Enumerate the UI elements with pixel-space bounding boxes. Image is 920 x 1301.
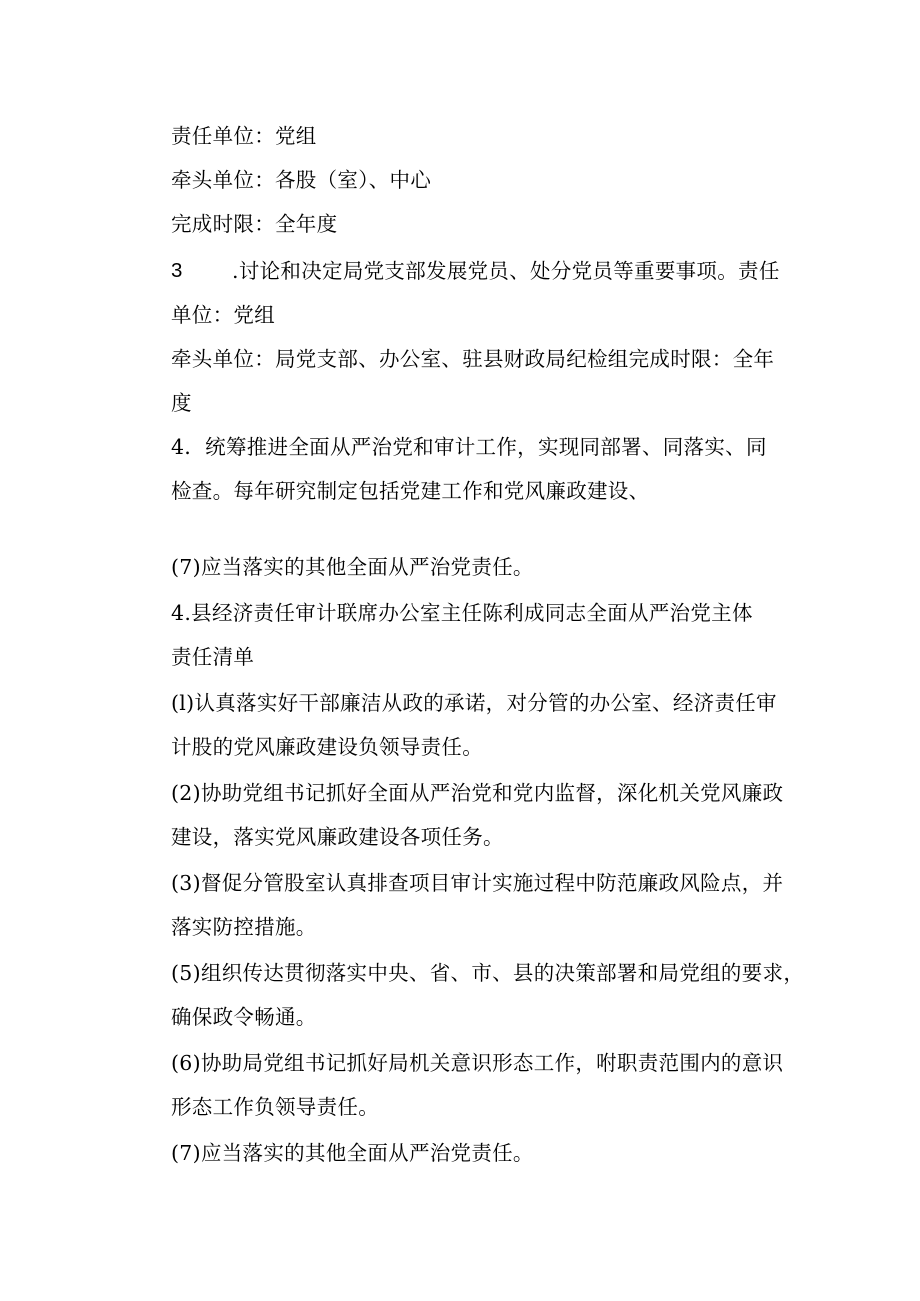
text-line: 建设，落实党风廉政建设各项任务。 <box>171 825 504 849</box>
text-line: (l)认真落实好干部廉洁从政的承诺，对分管的办公室、经济责任审 <box>171 691 777 715</box>
text-line: (7)应当落实的其他全面从严治党责任。 <box>171 555 534 579</box>
text-line: 单位：党组 <box>171 303 275 327</box>
text-line: 检查。每年研究制定包括党建工作和党风廉政建设、 <box>171 479 650 503</box>
text-line: 落实防控措施。 <box>171 915 317 939</box>
text-line: (7)应当落实的其他全面从严治党责任。 <box>171 1141 534 1165</box>
text-line: 责任单位：党组 <box>171 124 317 148</box>
text-line: (3)督促分管股室认真排查项目审计实施过程中防范廉政风险点，并 <box>171 871 784 895</box>
text-line: 牵头单位：局党支部、办公室、驻县财政局纪检组完成时限：全年 <box>171 347 775 371</box>
section-heading: 责任清单 <box>171 645 255 669</box>
text-line: 确保政令畅通。 <box>171 1005 317 1029</box>
section-heading: 4.县经济责任审计联席办公室主任陈利成同志全面从严治党主体 <box>171 601 753 625</box>
text-line: 形态工作负领导责任。 <box>171 1095 379 1119</box>
text-line: (5)组织传达贯彻落实中央、省、市、县的决策部署和局党组的要求， <box>171 961 805 985</box>
text-line: 牵头单位：各股（室）、中心 <box>171 168 432 192</box>
text-line: (2)协助党组书记抓好全面从严治党和党内监督，深化机关党风廉政 <box>171 781 784 805</box>
item-number: 3 <box>171 259 183 282</box>
text-line: 4．统筹推进全面从严治党和审计工作，实现同部署、同落实、同 <box>171 435 767 459</box>
text-line: .讨论和决定局党支部发展党员、处分党员等重要事项。责任 <box>232 259 780 283</box>
text-line: (6)协助局党组书记抓好局机关意识形态工作，咐职责范围内的意识 <box>171 1051 784 1075</box>
text-line: 度 <box>171 391 192 415</box>
text-line: 完成时限：全年度 <box>171 212 338 236</box>
text-line: 计股的党风廉政建设负领导责任。 <box>171 735 483 759</box>
